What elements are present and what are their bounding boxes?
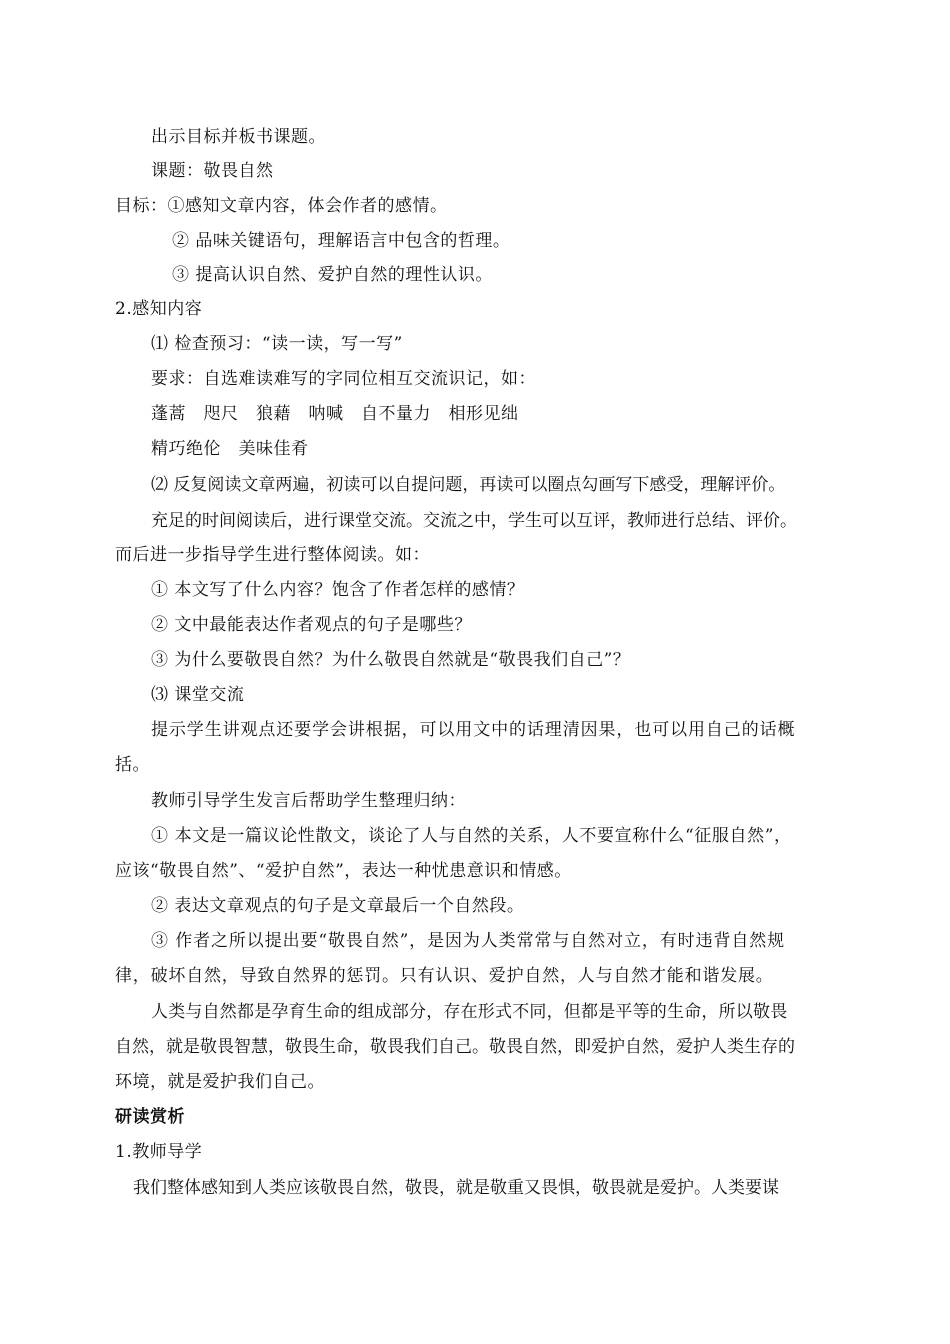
text-line: 人类与自然都是孕育生命的组成部分，存在形式不同，但都是平等的生命，所以敬畏 [151,1002,788,1022]
text-line: 目标：①感知文章内容，体会作者的感情。 [115,196,448,216]
text-line: ⑶ 课堂交流 [151,685,245,705]
text-line: ① 本文写了什么内容？饱含了作者怎样的感情？ [151,580,525,600]
text-line: ③ 提高认识自然、爱护自然的理性认识。 [172,265,493,285]
text-line: 而后进一步指导学生进行整体阅读。如： [115,545,430,565]
text-line: 括。 [115,755,150,775]
section-heading: 研读赏析 [115,1107,185,1127]
text-line: 律，破坏自然，导致自然界的惩罚。只有认识、爱护自然，人与自然才能和谐发展。 [115,966,774,986]
text-line: ② 品味关键语句，理解语言中包含的哲理。 [172,231,511,251]
text-line: 自然，就是敬畏智慧，敬畏生命，敬畏我们自己。敬畏自然，即爱护自然，爱护人类生存的 [115,1037,795,1057]
text-line: ③ 为什么要敬畏自然？为什么敬畏自然就是“敬畏我们自己”？ [151,650,631,670]
text-line: 蓬蒿 咫尺 狼藉 呐喊 自不量力 相形见绌 [151,404,519,424]
text-line: ⑵ 反复阅读文章两遍，初读可以自提问题，再读可以圈点勾画写下感受，理解评价。 [151,475,786,495]
text-line: 课题：敬畏自然 [151,161,274,181]
text-line: 精巧绝伦 美味佳肴 [151,439,309,459]
text-line: 应该“敬畏自然”、“爱护自然”，表达一种忧患意识和情感。 [115,861,572,881]
text-line: 我们整体感知到人类应该敬畏自然，敬畏，就是敬重又畏惧，敬畏就是爱护。人类要谋 [133,1178,779,1198]
text-line: 提示学生讲观点还要学会讲根据，可以用文中的话理清因果，也可以用自己的话概 [151,720,796,740]
text-line: ① 本文是一篇议论性散文，谈论了人与自然的关系，人不要宣称什么“征服自然”， [151,826,792,846]
text-line: ② 文中最能表达作者观点的句子是哪些？ [151,615,472,635]
section-heading: 2.感知内容 [115,299,203,319]
section-heading: 1.教师导学 [115,1142,203,1162]
text-line: 环境，就是爱护我们自己。 [115,1072,325,1092]
text-line: 要求：自选难读难写的字同位相互交流识记，如： [151,369,536,389]
text-line: 出示目标并板书课题。 [151,127,326,147]
text-line: ③ 作者之所以提出要“敬畏自然”，是因为人类常常与自然对立，有时违背自然规 [151,931,786,951]
text-line: 教师引导学生发言后帮助学生整理归纳： [151,791,466,811]
text-line: 充足的时间阅读后，进行课堂交流。交流之中，学生可以互评，教师进行总结、评价。 [151,511,797,531]
text-line: ⑴ 检查预习：“读一读，写一写” [151,334,403,354]
text-line: ② 表达文章观点的句子是文章最后一个自然段。 [151,896,525,916]
